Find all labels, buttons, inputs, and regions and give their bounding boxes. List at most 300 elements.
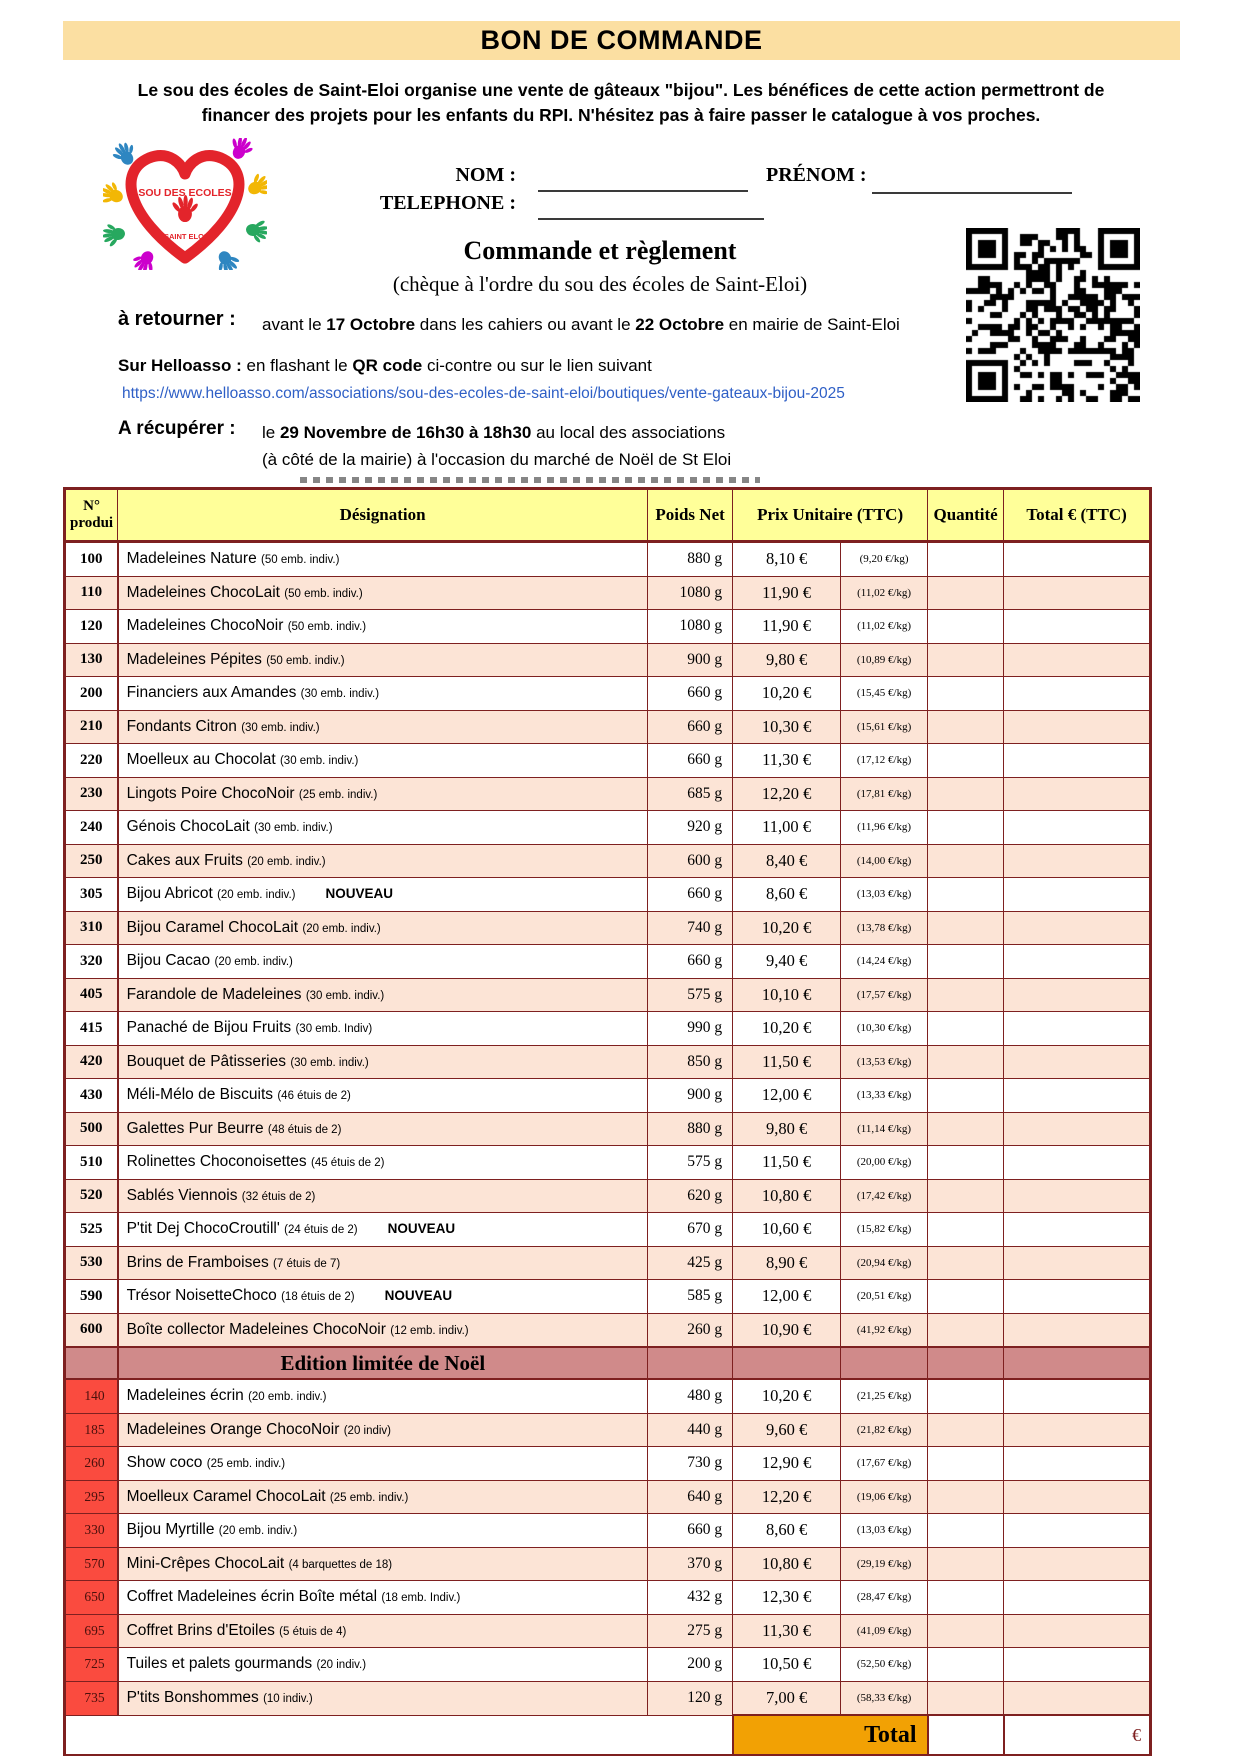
product-designation-cell [118,878,648,912]
product-price-per-kg-cell: (15,45 €/kg) [841,677,928,711]
product-number-cell: 430 [65,1079,118,1113]
line-total-cell [1004,710,1151,744]
section-total-cell [1004,1347,1151,1379]
product-price-per-kg-cell: (21,25 €/kg) [841,1379,928,1413]
product-name: P'tit Dej ChocoCroutill' [126,1220,285,1238]
product-number-cell: 330 [65,1514,118,1548]
product-number-cell: 520 [65,1179,118,1213]
retourner-text: avant le 17 Octobre dans les cahiers ou avant le 22 Octobre en mairie de Saint-Eloi [262,315,900,334]
product-price-cell: 9,80 € [733,643,841,677]
product-packaging-note: (25 emb. indiv.) [329,1491,409,1504]
product-name: Cakes aux Fruits [126,851,248,869]
product-name: Madeleines ChocoNoir [126,617,288,635]
product-weight-cell: 900 g [648,1079,733,1113]
product-price-per-kg-cell: (11,96 €/kg) [841,811,928,845]
product-number-cell: 570 [65,1547,118,1581]
product-packaging-note: (30 emb. indiv.) [279,755,359,768]
clipped-text-remnant [300,477,760,483]
quantity-input-cell [928,1648,1004,1682]
product-number-cell: 305 [65,878,118,912]
product-designation-cell [118,811,648,845]
quantity-input-cell [928,811,1004,845]
product-weight-cell: 275 g [648,1614,733,1648]
quantity-input-cell [928,610,1004,644]
product-designation-cell [118,945,648,979]
page-title: BON DE COMMANDE [480,25,763,55]
line-total-cell [1004,844,1151,878]
product-name: P'tits Bonshommes [126,1689,264,1706]
quantity-input-cell [928,1413,1004,1447]
product-name: Bijou Myrtille [126,1521,219,1539]
product-price-per-kg-cell: (28,47 €/kg) [841,1581,928,1615]
product-price-per-kg-cell: (58,33 €/kg) [841,1681,928,1715]
product-price-cell: 9,80 € [733,1112,841,1146]
product-number-cell: 210 [65,710,118,744]
product-packaging-note: (30 emb. indiv.) [241,721,320,734]
product-designation-cell [118,777,648,811]
table-row [65,844,1151,878]
quantity-input-cell [928,1179,1004,1213]
product-designation-cell [118,1447,648,1481]
product-packaging-note: (30 emb. indiv.) [290,1056,369,1069]
product-designation-cell [118,710,648,744]
product-designation-cell [118,1413,648,1447]
product-packaging-note: (50 emb. indiv.) [266,654,345,667]
product-name: Moelleux au Chocolat [126,751,280,769]
product-number-cell: 695 [65,1614,118,1648]
table-row [65,1547,1151,1581]
product-price-cell: 10,20 € [733,911,841,945]
section-price-cell [733,1347,841,1379]
product-price-per-kg-cell: (41,09 €/kg) [841,1614,928,1648]
product-price-per-kg-cell: (14,24 €/kg) [841,945,928,979]
grand-total-cell: € [1004,1715,1151,1756]
product-number-cell: 415 [65,1012,118,1046]
product-name: Madeleines Pépites [126,650,267,668]
product-designation-cell [118,911,648,945]
product-weight-cell: 432 g [648,1581,733,1615]
product-number-cell: 250 [65,844,118,878]
product-designation-cell [118,1480,648,1514]
product-name: Bijou Cacao [126,952,215,970]
product-number-cell: 295 [65,1480,118,1514]
product-designation-cell [118,1112,648,1146]
table-row [65,1614,1151,1648]
product-number-cell: 230 [65,777,118,811]
product-designation-cell [118,1313,648,1347]
product-weight-cell: 575 g [648,1146,733,1180]
product-weight-cell: 200 g [648,1648,733,1682]
header-poids: Poids Net [648,489,733,542]
quantity-input-cell [928,878,1004,912]
nom-label: NOM : [455,164,516,186]
section-qty-cell [928,1347,1004,1379]
total-label-cell: Total [733,1715,928,1756]
line-total-cell [1004,610,1151,644]
product-packaging-note: (20 emb. indiv.) [218,1525,298,1538]
product-name: Bijou Abricot [126,885,218,903]
line-total-cell [1004,744,1151,778]
product-price-per-kg-cell: (21,82 €/kg) [841,1413,928,1447]
line-total-cell [1004,811,1151,845]
product-name: Mini-Crêpes ChocoLait [126,1554,289,1572]
total-row [65,1715,1151,1756]
product-price-cell: 10,80 € [733,1547,841,1581]
product-designation-cell [118,1614,648,1648]
product-packaging-note: (48 étuis de 2) [267,1123,342,1136]
product-weight-cell: 660 g [648,878,733,912]
product-packaging-note: (50 emb. indiv.) [287,621,367,634]
line-total-cell [1004,878,1151,912]
product-price-cell: 10,60 € [733,1213,841,1247]
product-name: Madeleines écrin [126,1387,249,1405]
product-packaging-note: (50 emb. indiv.) [261,554,340,567]
product-designation-cell [118,1213,648,1247]
product-packaging-note: (20 indiv.) [316,1659,367,1672]
product-designation-cell [118,1246,648,1280]
product-packaging-note: (20 emb. indiv.) [217,889,296,902]
product-packaging-note: (20 emb. indiv.) [248,1391,327,1404]
product-number-cell: 120 [65,610,118,644]
table-row [65,777,1151,811]
product-number-cell: 590 [65,1280,118,1314]
product-packaging-note: (25 emb. indiv.) [298,788,378,801]
product-name: Panaché de Bijou Fruits [126,1019,296,1037]
table-row [65,576,1151,610]
product-packaging-note: (5 étuis de 4) [279,1625,347,1638]
product-price-per-kg-cell: (29,19 €/kg) [841,1547,928,1581]
product-name: Coffret Brins d'Etoiles [126,1621,280,1639]
product-name: Bouquet de Pâtisseries [126,1052,291,1070]
product-price-per-kg-cell: (14,00 €/kg) [841,844,928,878]
product-name: Rolinettes Choconoisettes [126,1153,311,1171]
table-row [65,1313,1151,1347]
table-row [65,878,1151,912]
product-weight-cell: 640 g [648,1480,733,1514]
product-designation-cell [118,1079,648,1113]
product-price-per-kg-cell: (13,53 €/kg) [841,1045,928,1079]
product-price-cell: 11,00 € [733,811,841,845]
product-packaging-note: (18 étuis de 2) [281,1291,355,1304]
prenom-label: PRÉNOM : [766,164,867,186]
product-number-cell: 130 [65,643,118,677]
product-packaging-note: (4 barquettes de 18) [288,1558,393,1571]
line-total-cell [1004,677,1151,711]
quantity-input-cell [928,1313,1004,1347]
intro-text [80,78,1162,128]
product-packaging-note: (30 emb. indiv.) [305,989,385,1002]
title-banner [63,21,1180,60]
product-price-cell: 12,20 € [733,1480,841,1514]
quantity-input-cell [928,844,1004,878]
table-row [65,1379,1151,1413]
product-weight-cell: 425 g [648,1246,733,1280]
product-name: Génois ChocoLait [126,818,255,836]
product-price-per-kg-cell: (10,30 €/kg) [841,1012,928,1046]
product-weight-cell: 660 g [648,1514,733,1548]
line-total-cell [1004,643,1151,677]
product-price-cell: 8,40 € [733,844,841,878]
table-row [65,677,1151,711]
product-packaging-note: (30 emb. indiv.) [254,822,333,835]
product-price-per-kg-cell: (20,00 €/kg) [841,1146,928,1180]
table-row [65,1213,1151,1247]
product-designation-cell [118,1379,648,1413]
table-row [65,1146,1151,1180]
qr-code [966,228,1140,402]
product-weight-cell: 880 g [648,542,733,577]
product-price-per-kg-cell: (17,67 €/kg) [841,1447,928,1481]
product-number-cell: 650 [65,1581,118,1615]
product-packaging-note: (25 emb. indiv.) [206,1458,286,1471]
header-designation: Désignation [118,489,648,542]
product-designation-cell [118,610,648,644]
product-number-cell: 220 [65,744,118,778]
product-price-per-kg-cell: (13,33 €/kg) [841,1079,928,1113]
product-weight-cell: 585 g [648,1280,733,1314]
line-total-cell [1004,1112,1151,1146]
quantity-input-cell [928,978,1004,1012]
table-row [65,1079,1151,1113]
product-number-cell: 735 [65,1681,118,1715]
table-row [65,1179,1151,1213]
quantity-input-cell [928,643,1004,677]
product-weight-cell: 990 g [648,1012,733,1046]
product-number-cell: 420 [65,1045,118,1079]
table-row [65,911,1151,945]
line-total-cell [1004,1246,1151,1280]
quantity-input-cell [928,1079,1004,1113]
product-number-cell: 100 [65,542,118,577]
product-price-cell: 10,20 € [733,1012,841,1046]
product-weight-cell: 850 g [648,1045,733,1079]
product-price-cell: 10,80 € [733,1179,841,1213]
product-number-cell: 310 [65,911,118,945]
product-price-cell: 12,30 € [733,1581,841,1615]
product-price-cell: 11,90 € [733,576,841,610]
product-weight-cell: 660 g [648,744,733,778]
table-row [65,1246,1151,1280]
product-designation-cell [118,1045,648,1079]
product-price-per-kg-cell: (41,92 €/kg) [841,1313,928,1347]
product-name: Farandole de Madeleines [126,985,306,1003]
product-weight-cell: 260 g [648,1313,733,1347]
product-weight-cell: 660 g [648,710,733,744]
product-price-cell: 10,20 € [733,677,841,711]
product-designation-cell [118,677,648,711]
product-weight-cell: 685 g [648,777,733,811]
section-num-cell [65,1347,118,1379]
product-number-cell: 725 [65,1648,118,1682]
line-total-cell [1004,1146,1151,1180]
section-title: Edition limitée de Noël [118,1347,648,1379]
recuperer-label: A récupérer : [118,418,236,439]
product-number-cell: 260 [65,1447,118,1481]
product-name: Galettes Pur Beurre [126,1119,268,1137]
product-name: Lingots Poire ChocoNoir [126,784,299,802]
product-price-cell: 12,90 € [733,1447,841,1481]
product-packaging-note: (20 emb. indiv.) [247,855,326,868]
quantity-input-cell [928,1681,1004,1715]
commande-title: Commande et règlement [463,236,737,265]
product-price-per-kg-cell: (52,50 €/kg) [841,1648,928,1682]
quantity-input-cell [928,1112,1004,1146]
table-row [65,1447,1151,1481]
table-row [65,542,1151,577]
product-price-per-kg-cell: (11,02 €/kg) [841,576,928,610]
table-row [65,945,1151,979]
line-total-cell [1004,1045,1151,1079]
table-row [65,1480,1151,1514]
quantity-input-cell [928,1514,1004,1548]
product-number-cell: 500 [65,1112,118,1146]
telephone-label: TELEPHONE : [379,192,516,214]
header-total: Total € (TTC) [1004,489,1151,542]
line-total-cell [1004,1480,1151,1514]
line-total-cell [1004,911,1151,945]
line-total-cell [1004,1413,1151,1447]
order-table-body [65,542,1151,1716]
section-perkg-cell [841,1347,928,1379]
product-price-per-kg-cell: (17,42 €/kg) [841,1179,928,1213]
nom-field-line [538,168,748,192]
section-poids-cell [648,1347,733,1379]
quantity-input-cell [928,945,1004,979]
product-price-per-kg-cell: (9,20 €/kg) [841,542,928,577]
product-designation-cell [118,576,648,610]
logo-text-top: SOU DES ECOLES [138,187,232,199]
recuperer-text: le 29 Novembre de 16h30 à 18h30 au local des associations [262,423,726,442]
product-packaging-note: (20 emb. indiv.) [214,956,293,969]
product-price-cell: 10,90 € [733,1313,841,1347]
nouveau-badge: NOUVEAU [387,1221,456,1237]
line-total-cell [1004,1681,1151,1715]
product-weight-cell: 660 g [648,677,733,711]
table-row [65,1581,1151,1615]
product-number-cell: 200 [65,677,118,711]
product-price-cell: 10,50 € [733,1648,841,1682]
product-name: Coffret Madeleines écrin Boîte métal [126,1588,382,1606]
table-row [65,1413,1151,1447]
product-price-cell: 12,00 € [733,1280,841,1314]
order-table-header [65,489,1151,542]
line-total-cell [1004,576,1151,610]
product-price-cell: 9,40 € [733,945,841,979]
line-total-cell [1004,1581,1151,1615]
quantity-input-cell [928,1379,1004,1413]
nouveau-badge: NOUVEAU [384,1288,453,1304]
product-weight-cell: 880 g [648,1112,733,1146]
line-total-cell [1004,1213,1151,1247]
product-price-per-kg-cell: (20,51 €/kg) [841,1280,928,1314]
table-row [65,1681,1151,1715]
product-designation-cell [118,1648,648,1682]
product-price-per-kg-cell: (13,03 €/kg) [841,878,928,912]
product-price-cell: 8,60 € [733,1514,841,1548]
product-price-per-kg-cell: (11,14 €/kg) [841,1112,928,1146]
product-packaging-note: (24 étuis de 2) [284,1224,358,1237]
total-quantity-cell [928,1715,1004,1756]
line-total-cell [1004,1313,1151,1347]
product-price-per-kg-cell: (11,02 €/kg) [841,610,928,644]
product-price-cell: 10,30 € [733,710,841,744]
product-designation-cell [118,1581,648,1615]
product-designation-cell [118,542,648,577]
product-designation-cell [118,1179,648,1213]
nouveau-badge: NOUVEAU [325,886,393,902]
product-price-per-kg-cell: (15,61 €/kg) [841,710,928,744]
prenom-field-line [872,170,1072,194]
product-name: Trésor NoisetteChoco [126,1287,282,1305]
product-price-per-kg-cell: (17,81 €/kg) [841,777,928,811]
product-name: Méli-Mélo de Biscuits [126,1086,278,1104]
table-row [65,1514,1151,1548]
table-row [65,1112,1151,1146]
commande-subtitle: (chèque à l'ordre du sou des écoles de Saint-Eloi) [392,272,808,296]
product-weight-cell: 1080 g [648,610,733,644]
product-weight-cell: 120 g [648,1681,733,1715]
product-weight-cell: 440 g [648,1413,733,1447]
quantity-input-cell [928,777,1004,811]
product-name: Madeleines ChocoLait [126,583,285,601]
product-price-per-kg-cell: (17,12 €/kg) [841,744,928,778]
helloasso-text: Sur Helloasso : en flashant le QR code ci-contre ou sur le lien suivant [118,356,652,375]
product-price-cell: 9,60 € [733,1413,841,1447]
quantity-input-cell [928,1012,1004,1046]
product-weight-cell: 730 g [648,1447,733,1481]
table-row [65,1045,1151,1079]
total-row-spacer [65,1715,733,1756]
product-designation-cell [118,1012,648,1046]
product-packaging-note: (18 emb. Indiv.) [381,1592,461,1605]
line-total-cell [1004,1547,1151,1581]
product-price-cell: 8,60 € [733,878,841,912]
product-price-cell: 10,10 € [733,978,841,1012]
quantity-input-cell [928,542,1004,577]
table-row [65,1280,1151,1314]
header-prix: Prix Unitaire (TTC) [733,489,928,542]
product-weight-cell: 920 g [648,811,733,845]
product-price-cell: 8,90 € [733,1246,841,1280]
product-name: Moelleux Caramel ChocoLait [126,1487,330,1505]
line-total-cell [1004,945,1151,979]
header-num: N° produi [65,489,118,542]
product-weight-cell: 660 g [648,945,733,979]
product-price-cell: 12,20 € [733,777,841,811]
quantity-input-cell [928,1480,1004,1514]
quantity-input-cell [928,744,1004,778]
line-total-cell [1004,1614,1151,1648]
quantity-input-cell [928,1547,1004,1581]
product-packaging-note: (45 étuis de 2) [310,1157,385,1170]
table-row [65,610,1151,644]
product-weight-cell: 620 g [648,1179,733,1213]
order-table [63,487,1152,1756]
helloasso-link[interactable]: https://www.helloasso.com/associations/sou-des-ecoles-de-saint-eloi/boutiques/vente-gateaux-bijou-2025 [122,385,845,402]
product-weight-cell: 740 g [648,911,733,945]
product-name: Boîte collector Madeleines ChocoNoir [126,1320,391,1338]
product-price-cell: 8,10 € [733,542,841,577]
intro-line-1: Le sou des écoles de Saint-Eloi organise une vente de gâteaux "bijou". Les bénéfices de cette action permettront de [137,80,1105,100]
product-name: Madeleines Nature [126,550,262,568]
product-packaging-note: (46 étuis de 2) [277,1090,351,1103]
product-number-cell: 110 [65,576,118,610]
product-packaging-note: (30 emb. indiv.) [300,688,380,701]
product-weight-cell: 370 g [648,1547,733,1581]
product-designation-cell [118,1547,648,1581]
section-header-row [65,1347,1151,1379]
line-total-cell [1004,1012,1151,1046]
